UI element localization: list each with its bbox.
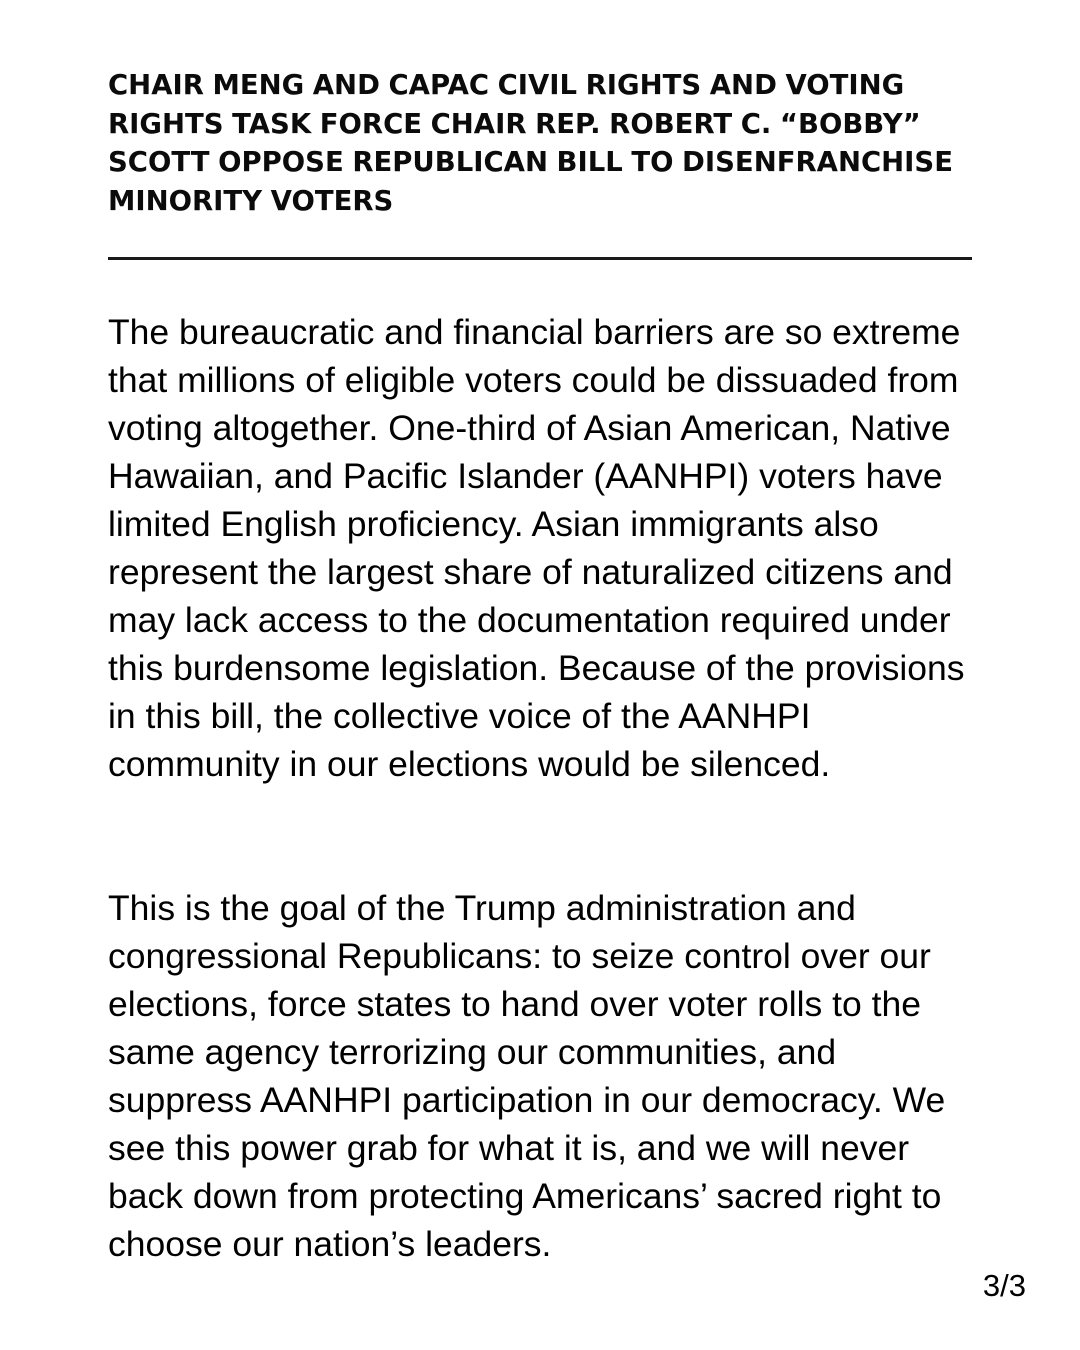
headline: CHAIR MENG AND CAPAC CIVIL RIGHTS AND VOTING RIGHTS TASK FORCE CHAIR REP. ROBERT C. “BOBBY” SCOTT OPPOSE REPUBLICAN BILL TO DISENFRANCHISE MINORITY VOTERS <box>108 69 954 217</box>
divider <box>108 257 972 260</box>
paragraph-power-grab: This is the goal of the Trump administration and congressional Republicans: to seize control over our elections, force states to hand over voter rolls to the same agency terrorizing our communities, and suppress AANHPI participation in our democracy. We see this power grab for what it is, and we will never back down from protecting Americans’ sacred right to choose our nation’s leaders. <box>108 888 946 1264</box>
paragraph-barriers: The bureaucratic and financial barriers are so extreme that millions of eligible voters could be dissuaded from voting altogether. One-third of Asian American, Native Hawaiian, and Pacific Islander (AANHPI) voters have limited English proficiency. Asian immigrants also represent the largest share of naturalized citizens and may lack access to the documentation required under this burdensome legislation. Because of the provisions in this bill, the collective voice of the AANHPI community in our elections would be silenced. <box>108 312 965 784</box>
page-indicator: 3/3 <box>982 1268 1026 1303</box>
